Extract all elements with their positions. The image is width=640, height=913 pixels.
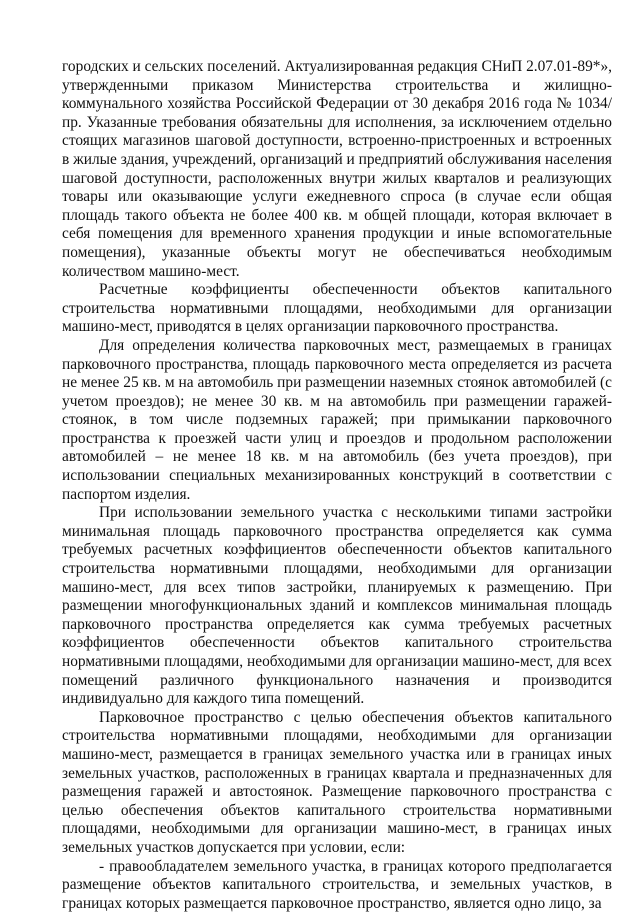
document-body bbox=[62, 58, 612, 913]
list-item-condition: - правообладателем земельного участка, в границах которого предполагается размещение объектов капитального строительства, и земельных участков, в границах которых размещается парковочное пространство, является одно лицо, за bbox=[62, 857, 612, 912]
paragraph-parking-placement: Парковочное пространство с целью обеспечения объектов капитального строительства нормативными площадями, необходимыми для организации машино-мест, размещается в границах земельного участка или в границах иных земельных участков, расположенных в границах квартала и предназначенных для размещения гаражей и автостоянок. Размещение парковочного пространства с целью обеспечения объектов капитального строительства нормативными площадями, необходимыми для организации машино-мест, в границах иных земельных участков допускается при условии, если: bbox=[62, 708, 612, 856]
paragraph-mixed-development: При использовании земельного участка с несколькими типами застройки минимальная площадь парковочного пространства определяется как сумма требуемых расчетных коэффициентов обеспеченности объектов капитального строительства нормативными площадями, необходимыми для организации машино-мест, для всех типов застройки, планируемых к размещению. При размещении многофункциональных зданий и комплексов минимальная площадь парковочного пространства определяется как сумма требуемых расчетных коэффициентов обеспеченности объектов капитального строительства нормативными площадями, необходимыми для организации машино-мест, для всех помещений различного функционального назначения и производится индивидуально для каждого типа помещений. bbox=[62, 504, 612, 708]
paragraph-parking-coefficients: Расчетные коэффициенты обеспеченности объектов капитального строительства нормативными площадями, необходимыми для организации машино-мест, приводятся в целях организации парковочного пространства. bbox=[62, 281, 612, 336]
paragraph-continuation: городских и сельских поселений. Актуализированная редакция СНиП 2.07.01-89*», утвержденными приказом Министерства строительства и жилищно-коммунального хозяйства Российской Федерации от 30 декабря 2016 года № 1034/пр. Указанные требования обязательны для исполнения, за исключением отдельно стоящих магазинов шаговой доступности, встроенно-пристроенных и встроенных в жилые здания, учреждений, организаций и предприятий обслуживания населения шаговой доступности, расположенных внутри жилых кварталов и реализующих товары или оказывающие услуги ежедневного спроса (в случае если общая площадь такого объекта не более 400 кв. м общей площади, которая включает в себя помещения для временного хранения продукции и иные вспомогательные помещения), указанные объекты могут не обеспечиваться необходимым количеством машино-мест. bbox=[62, 58, 612, 280]
paragraph-parking-space-area: Для определения количества парковочных мест, размещаемых в границах парковочного пространства, площадь парковочного места определяется из расчета не менее 25 кв. м на автомобиль при размещении наземных стоянок автомобилей (с учетом проездов); не менее 30 кв. м на автомобиль при размещении гаражей-стоянок, в том числе подземных гаражей; при примыкании парковочного пространства к проезжей части улиц и проездов и продольном расположении автомобилей – не менее 18 кв. м на автомобиль (без учета проездов), при использовании специальных механизированных конструкций в соответствии с паспортом изделия. bbox=[62, 336, 612, 503]
